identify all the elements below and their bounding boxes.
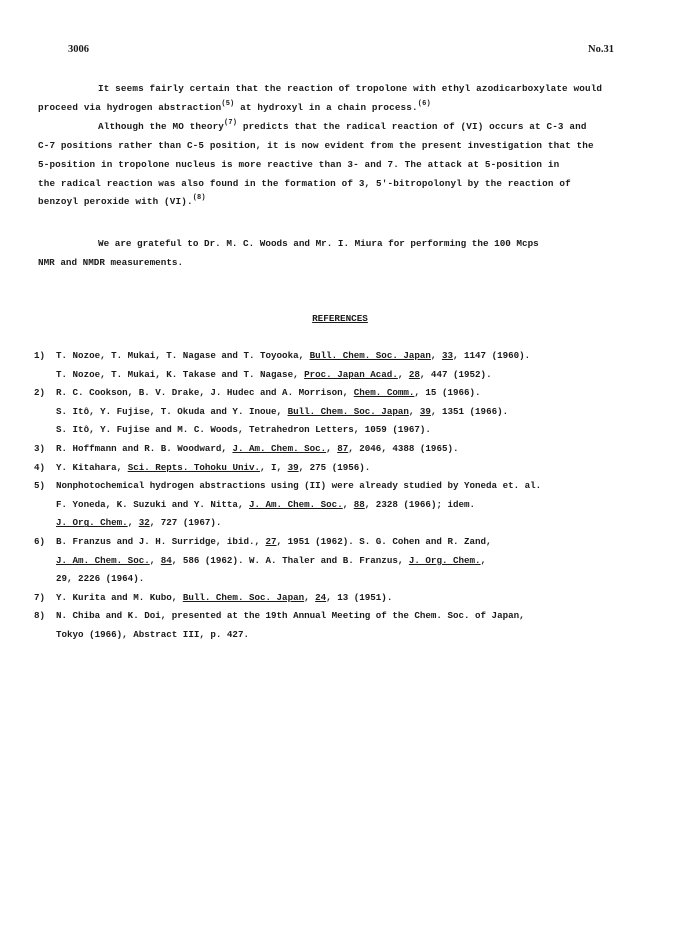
reference-number: 7) <box>34 591 46 603</box>
text-span: , 2328 (1966); idem. <box>364 498 476 510</box>
reference-line <box>34 626 654 645</box>
journal-name: Proc. Japan Acad. <box>304 368 398 380</box>
text-span: C-7 positions rather than C-5 position, it is now evident from the present investigation that the <box>38 139 594 151</box>
references-list <box>34 347 654 645</box>
journal-name: J. Am. Chem. Soc. <box>248 498 343 510</box>
text-span: Y. Kitahara, <box>56 461 128 473</box>
text-span: F. Yoneda, K. Suzuki and Y. Nitta, <box>56 498 249 510</box>
ack-line: NMR and NMDR measurements. <box>38 256 184 268</box>
text-span: , I, <box>260 461 288 473</box>
text-span: R. Hoffmann and R. B. Woodward, <box>56 442 233 454</box>
text-span: , 13 (1951). <box>326 591 393 603</box>
text-span: proceed via hydrogen abstraction <box>38 101 222 113</box>
text-span: , <box>304 591 316 603</box>
citation-marker: (7) <box>224 118 238 127</box>
text-span: Although the MO theory <box>98 120 225 132</box>
journal-name: Bull. Chem. Soc. Japan <box>287 405 409 417</box>
journal-name: Chem. Comm. <box>353 387 415 399</box>
reference-line <box>34 440 654 459</box>
text-span: , <box>408 405 420 417</box>
volume-number: 39 <box>287 461 299 473</box>
reference-line <box>34 552 654 571</box>
text-span: N. Chiba and K. Doi, presented at the 19th Annual Meeting of the Chem. Soc. of Japan, <box>56 610 525 622</box>
page-number: 3006 <box>68 44 89 55</box>
heading-text: REFERENCES <box>312 313 368 324</box>
reference-line <box>34 570 654 589</box>
text-span: , 1951 (1962). S. G. Cohen and R. Zand, <box>276 535 492 547</box>
reference-line <box>34 533 654 552</box>
citation-marker: (6) <box>417 99 431 108</box>
text-span: benzoyl peroxide with (VI). <box>38 196 193 208</box>
reference-number: 5) <box>34 480 46 492</box>
text-span: predicts that the radical reaction of (VI) occurs at C-3 and <box>237 120 587 132</box>
references-heading <box>0 313 680 324</box>
paragraph-line <box>38 80 603 99</box>
text-span: , <box>480 554 487 566</box>
volume-number: 88 <box>353 498 365 510</box>
text-span: , 727 (1967). <box>149 517 222 529</box>
text-span: , <box>127 517 139 529</box>
journal-name: Bull. Chem. Soc. Japan <box>182 591 305 603</box>
text-span: , <box>430 350 442 361</box>
text-span: the radical reaction was also found in the formation of 3, 5'-bitropolonyl by the reaction of <box>38 177 571 189</box>
reference-number: 6) <box>34 535 46 547</box>
reference-line <box>34 403 654 422</box>
citation-marker: (8) <box>192 194 206 203</box>
text-span: , 447 (1952). <box>419 368 492 380</box>
text-span: B. Franzus and J. H. Surridge, ibid., <box>56 535 266 547</box>
volume-number: 32 <box>138 517 150 529</box>
text-span: , <box>397 368 409 380</box>
text-span: S. Itô, Y. Fujise, T. Okuda and Y. Inoue, <box>56 405 288 417</box>
text-span: S. Itô, Y. Fujise and M. C. Woods, Tetrahedron Letters, 1059 (1967). <box>56 424 431 436</box>
text-span: , 1147 (1960). <box>452 350 531 361</box>
text-span: It seems fairly certain that the reaction of tropolone with ethyl azodicarboxylate would <box>98 83 603 94</box>
text-span: , 2046, 4388 (1965). <box>348 442 459 454</box>
reference-line <box>34 366 654 385</box>
paragraph-line <box>38 137 598 156</box>
text-span: , <box>149 554 161 566</box>
paragraph-line <box>38 99 598 118</box>
citation-marker: (5) <box>221 99 235 108</box>
text-span: T. Nozoe, T. Mukai, K. Takase and T. Nagase, <box>56 368 305 380</box>
body-text <box>38 80 603 212</box>
text-span: , 586 (1962). W. A. Thaler and B. Franzus, <box>171 554 409 566</box>
acknowledgment <box>38 235 638 272</box>
journal-name: Bull. Chem. Soc. Japan <box>309 350 431 361</box>
reference-line <box>34 514 654 533</box>
text-span: R. C. Cookson, B. V. Drake, J. Hudec and A. Morrison, <box>56 387 354 399</box>
volume-number: 33 <box>441 350 453 361</box>
volume-number: 27 <box>265 535 277 547</box>
text-span: Tokyo (1966), Abstract III, p. 427. <box>56 628 249 640</box>
text-span: , <box>342 498 354 510</box>
issue-number: No.31 <box>588 44 614 55</box>
text-span: , 1351 (1966). <box>430 405 509 417</box>
reference-number: 2) <box>34 387 46 399</box>
reference-number: 4) <box>34 461 46 473</box>
reference-line <box>34 347 654 366</box>
volume-number: 24 <box>315 591 327 603</box>
reference-line <box>34 459 654 478</box>
paragraph-line <box>38 193 598 212</box>
paragraph-line <box>38 175 598 194</box>
reference-number: 3) <box>34 442 46 454</box>
text-span: at hydroxyl in a chain process. <box>234 101 418 113</box>
text-span: Y. Kurita and M. Kubo, <box>56 591 183 603</box>
journal-name: J. Org. Chem. <box>408 554 481 566</box>
volume-number: 87 <box>337 442 349 454</box>
journal-name: Sci. Repts. Tohoku Univ. <box>127 461 261 473</box>
reference-line <box>34 589 654 608</box>
reference-line <box>34 384 654 403</box>
journal-name: J. Am. Chem. Soc. <box>232 442 327 454</box>
text-span: 29, 2226 (1964). <box>56 573 145 585</box>
text-span: Nonphotochemical hydrogen abstractions using (II) were already studied by Yoneda et. al. <box>56 480 542 492</box>
text-span: T. Nozoe, T. Mukai, T. Nagase and T. Toyooka, <box>56 350 310 361</box>
journal-name: J. Org. Chem. <box>56 517 128 529</box>
text-span: , <box>326 442 338 454</box>
paragraph-line <box>38 156 598 175</box>
journal-name: J. Am. Chem. Soc. <box>56 554 150 566</box>
volume-number: 84 <box>160 554 172 566</box>
reference-number: 1) <box>34 350 46 361</box>
reference-number: 8) <box>34 610 46 622</box>
reference-line <box>34 607 654 626</box>
reference-line <box>34 477 654 496</box>
reference-line <box>34 421 654 440</box>
paragraph-line <box>38 118 598 137</box>
volume-number: 28 <box>408 368 420 380</box>
ack-line: We are grateful to Dr. M. C. Woods and Mr. I. Miura for performing the 100 Mcps <box>98 238 539 249</box>
reference-line <box>34 496 654 515</box>
text-span: , 275 (1956). <box>298 461 371 473</box>
text-span: 5-position in tropolone nucleus is more reactive than 3- and 7. The attack at 5-position in <box>38 158 560 170</box>
text-span: , 15 (1966). <box>414 387 481 399</box>
volume-number: 39 <box>419 405 431 417</box>
